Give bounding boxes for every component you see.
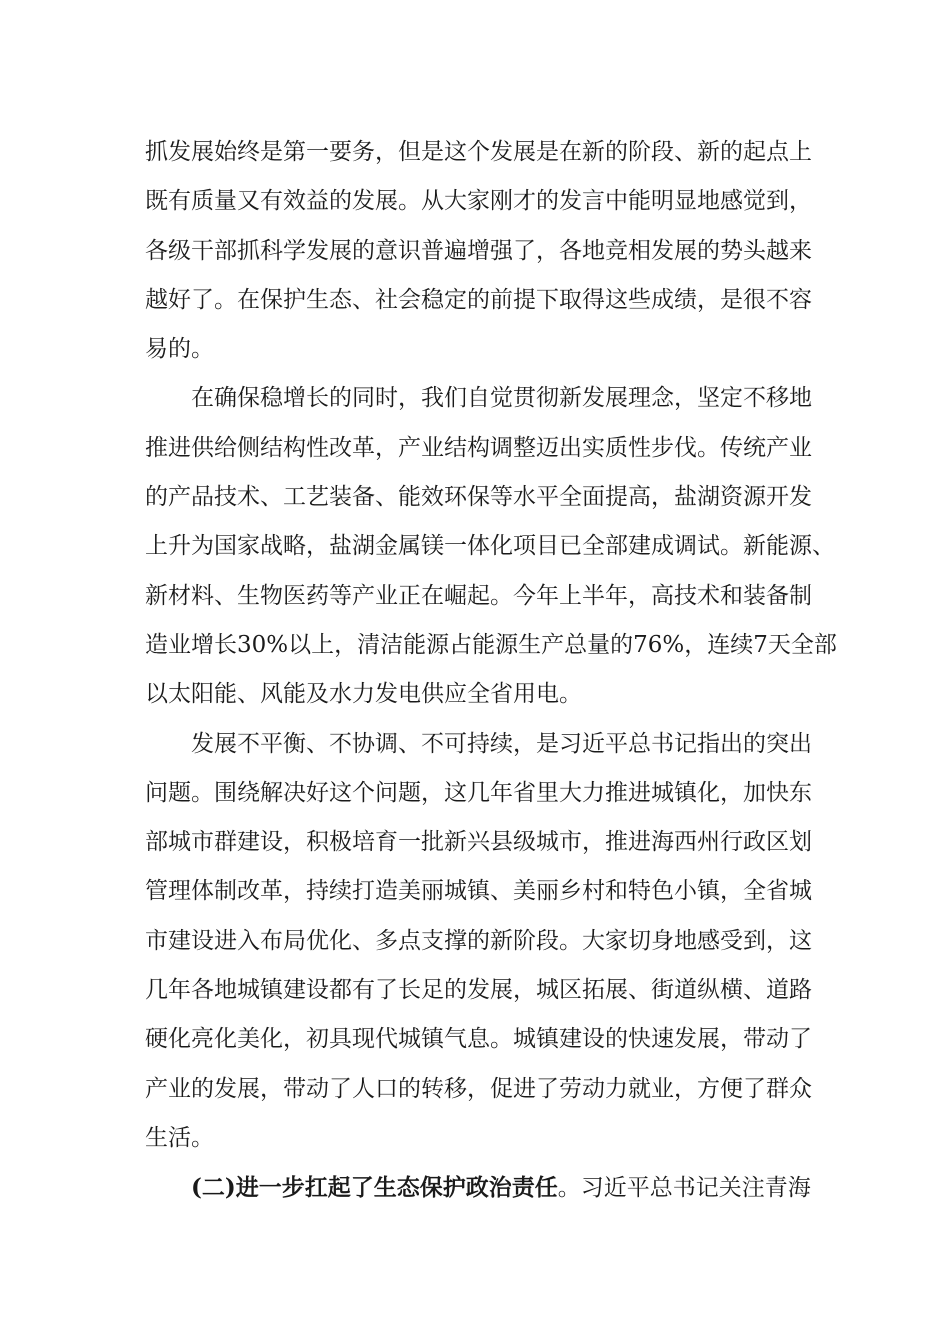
text-line: 几年各地城镇建设都有了长足的发展，城区拓展、街道纵横、道路 <box>145 977 812 1004</box>
body-text <box>145 128 837 1213</box>
paragraph-2 <box>145 374 837 719</box>
text-line: 易的。 <box>145 336 214 363</box>
section-heading-tail: 。习近平总书记关注青海 <box>557 1175 811 1202</box>
text-line <box>145 1163 809 1212</box>
text-line: 各级干部抓科学发展的意识普遍增强了，各地竞相发展的势头越来 <box>145 237 812 264</box>
text-line: 越好了。在保护生态、社会稳定的前提下取得这些成绩，是很不容 <box>145 286 812 313</box>
paragraph-4 <box>145 1163 809 1212</box>
text-line: 发展不平衡、不协调、不可持续，是习近平总书记指出的突出 <box>191 730 812 757</box>
text-line: 问题。围绕解决好这个问题，这几年省里大力推进城镇化，加快东 <box>145 779 812 806</box>
text-line: 抓发展始终是第一要务，但是这个发展是在新的阶段、新的起点上 <box>145 139 812 165</box>
text-line: 既有质量又有效益的发展。从大家刚才的发言中能明显地感觉到， <box>145 188 812 215</box>
paragraph-3 <box>145 720 812 1164</box>
text-line: 产业的发展，带动了人口的转移，促进了劳动力就业，方便了群众 <box>145 1075 812 1102</box>
paragraph-1 <box>145 128 812 374</box>
text-line: 上升为国家战略，盐湖金属镁一体化项目已全部建成调试。新能源、 <box>145 533 835 560</box>
text-line: 造业增长30%以上，清洁能源占能源生产总量的76%，连续7天全部 <box>145 631 837 658</box>
text-line: 市建设进入布局优化、多点支撑的新阶段。大家切身地感受到，这 <box>145 927 812 954</box>
text-line: 生活。 <box>145 1124 214 1151</box>
text-line: 部城市群建设，积极培育一批新兴县级城市，推进海西州行政区划 <box>145 829 812 856</box>
text-line: 的产品技术、工艺装备、能效环保等水平全面提高，盐湖资源开发 <box>145 484 812 511</box>
text-line: 推进供给侧结构性改革，产业结构调整迈出实质性步伐。传统产业 <box>145 434 812 461</box>
section-heading: (二)进一步扛起了生态保护政治责任 <box>191 1174 558 1202</box>
text-line: 以太阳能、风能及水力发电供应全省用电。 <box>145 681 582 708</box>
text-line: 在确保稳增长的同时，我们自觉贯彻新发展理念，坚定不移地 <box>191 385 812 412</box>
text-line: 新材料、生物医药等产业正在崛起。今年上半年，高技术和装备制 <box>145 582 812 609</box>
text-line: 硬化亮化美化，初具现代城镇气息。城镇建设的快速发展，带动了 <box>145 1026 812 1053</box>
text-line: 管理体制改革，持续打造美丽城镇、美丽乡村和特色小镇，全省城 <box>145 878 812 905</box>
